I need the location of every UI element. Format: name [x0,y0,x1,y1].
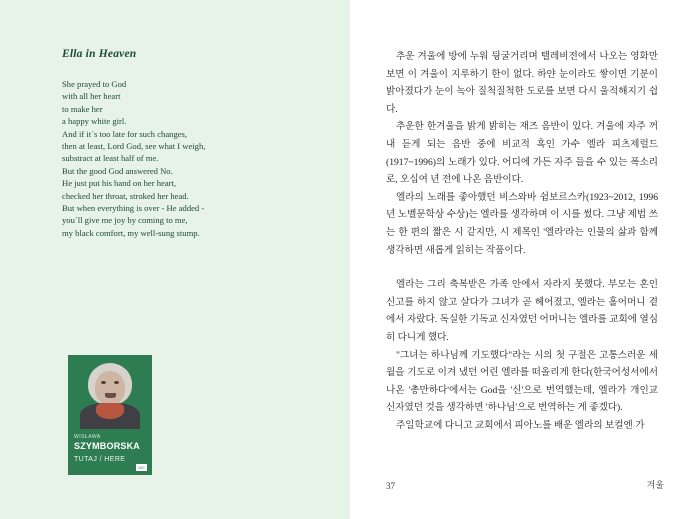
poem-body [62,78,312,239]
poem-line: He just put his hand on her heart, [62,178,177,189]
body-text [386,48,658,434]
poem-line: substract at least half of me. [62,153,159,164]
book-cover-image [68,355,152,475]
poem-line: to make her [62,103,103,114]
portrait-eye-right [114,381,119,384]
poem-line: She prayed to God [62,79,127,89]
poem-line: a happy white girl. [62,116,127,127]
author-portrait [68,355,152,429]
cover-title: TUTAJ / HERE [74,456,126,463]
poem-line: you´ll give me joy by coming to me, [62,215,188,226]
poem-line: But when everything is over - He added - [62,203,205,214]
cover-text-block [68,429,152,475]
cover-author-first: WISŁAWA [74,434,101,440]
paragraph: 엘라의 노래를 좋아했던 비스와바 쉼보르스카(1923~2012, 1996년 노벨문학상 수상)는 엘라를 생각하며 이 시를 썼다. 그냥 제법 쓰는 한 편의 짧은 시 같지만, 시 제목인 '엘라'라는 인물의 삶과 함께 생각하면 새롭게 읽히는 작품이다. [386,191,658,256]
poem-line: my black comfort, my well-sung stump. [62,227,200,238]
poem-line: with all her heart [62,91,121,102]
portrait-scarf [96,403,124,419]
cover-author-last: SZYMBORSKA [74,441,141,451]
cover-publisher-badge: MC [138,465,145,470]
poem-line: And if it´s too late for such changes, [62,128,188,139]
paragraph: 주일학교에 다니고 교회에서 피아노를 배운 엘라의 보컬엔 가 [396,419,645,431]
poem-line: checked her throat, stroked her head. [62,190,189,201]
paragraph: "그녀는 하나님께 기도했다"라는 시의 첫 구절은 고통스러운 세월을 기도로 이겨 냈던 어린 엘라를 떠올리게 한다(한국어성서에서 나온 '총만하다'에서는 God을 '신'으로 번역했는데, 엘라가 개인교 신자였던 것을 생각하면 '하나님'으로 번역하는 게 좋겠다). [386,349,658,414]
poem-title: Ella in Heaven [62,48,137,60]
paragraph: 추운 겨울에 방에 누워 뒹굴거리며 텔레비전에서 나오는 영화만 보면 이 겨울이 지루하기 한이 없다. 하얀 눈이라도 쌓이면 기분이 밝아졌다가 눈이 녹아 질척질척한 도로를 보면 다시 울적해지기 쉽다. [386,51,658,115]
portrait-face [95,371,125,405]
portrait-mouth [105,393,116,398]
page-number: 37 [386,481,395,491]
paragraph: 엘라는 그리 축복받은 가족 안에서 자라지 못했다. 부모는 혼인 신고를 하지 않고 살다가 그녀가 곧 헤어졌고, 엘라는 홀어머니 곁에서 자랐다. 독실한 기독교 신자였던 어머니는 엘라를 교회에 열심히 다니게 했다. [386,279,658,343]
poem-line: But the good God answered No. [62,165,173,176]
right-page [350,0,700,519]
poem-line: then at least, Lord God, see what I weigh, [62,141,206,152]
running-head: 겨울 [646,480,664,490]
paragraph: 추운한 한겨울을 밝게 밝히는 재즈 음반이 있다. 겨울에 자주 꺼내 듣게 되는 음반 중에 비교적 흑인 가수 엘라 피츠제럴드(1917~1996)의 노래가 있다. 어디에 가든 자주 들을 수 있는 폭소리로, 오십여 년 전에 나온 음반이다. [386,121,658,186]
portrait-eye-left [101,381,106,384]
